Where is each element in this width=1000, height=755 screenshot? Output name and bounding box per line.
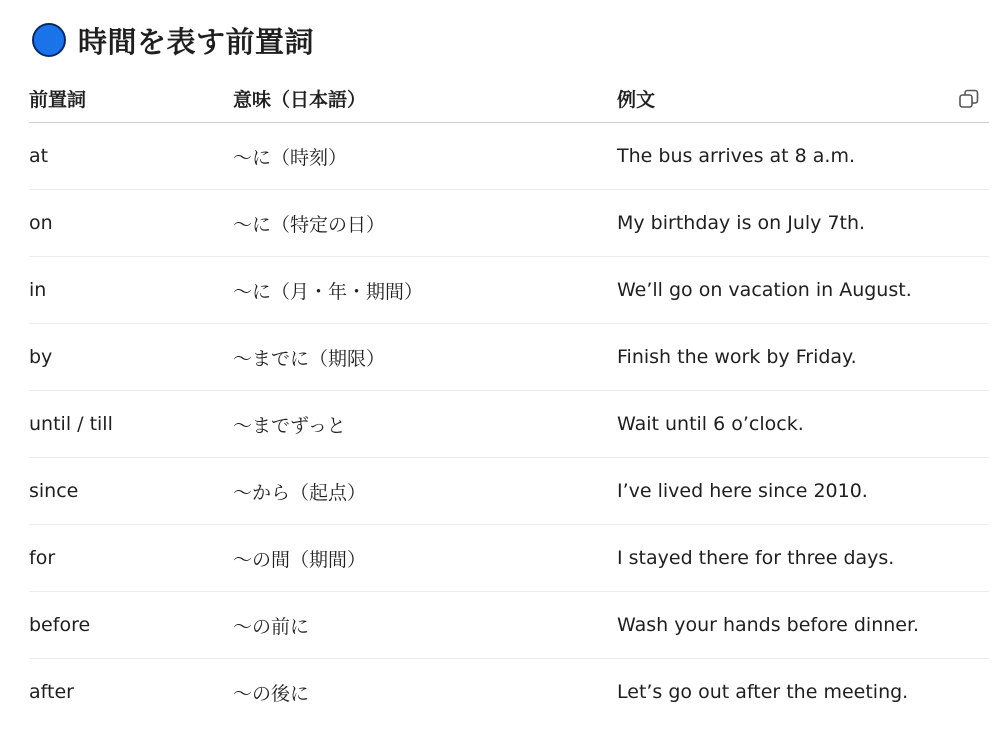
example-cell: Wait until 6 o’clock. — [617, 391, 989, 458]
preposition-cell: on — [29, 190, 233, 257]
meaning-cell: 〜の前に — [233, 592, 617, 659]
table-row — [29, 324, 989, 391]
preposition-cell: before — [29, 592, 233, 659]
example-cell: The bus arrives at 8 a.m. — [617, 123, 989, 190]
table-row — [29, 123, 989, 190]
meaning-cell: 〜までに（期限） — [233, 324, 617, 391]
table-row — [29, 458, 989, 525]
table-row — [29, 391, 989, 458]
meaning-cell: 〜の間（期間） — [233, 525, 617, 592]
table-row — [29, 257, 989, 324]
preposition-cell: at — [29, 123, 233, 190]
example-cell: Finish the work by Friday. — [617, 324, 989, 391]
table-row — [29, 659, 989, 726]
column-header-meaning: 意味（日本語） — [233, 75, 617, 123]
example-cell: We’ll go on vacation in August. — [617, 257, 989, 324]
example-cell: I’ve lived here since 2010. — [617, 458, 989, 525]
table-row — [29, 592, 989, 659]
table-row — [29, 190, 989, 257]
preposition-cell: in — [29, 257, 233, 324]
example-cell: I stayed there for three days. — [617, 525, 989, 592]
example-cell: My birthday is on July 7th. — [617, 190, 989, 257]
preposition-cell: for — [29, 525, 233, 592]
column-header-preposition: 前置詞 — [29, 75, 233, 123]
meaning-cell: 〜から（起点） — [233, 458, 617, 525]
preposition-cell: until / till — [29, 391, 233, 458]
section-heading — [32, 18, 314, 62]
meaning-cell: 〜に（時刻） — [233, 123, 617, 190]
blue-circle-icon — [32, 23, 66, 57]
preposition-cell: since — [29, 458, 233, 525]
example-cell: Wash your hands before dinner. — [617, 592, 989, 659]
table-header-row — [29, 75, 989, 123]
example-cell: Let’s go out after the meeting. — [617, 681, 909, 703]
meaning-cell: 〜に（月・年・期間） — [233, 257, 617, 324]
meaning-cell: 〜の後に — [233, 682, 310, 705]
preposition-cell: by — [29, 324, 233, 391]
meaning-cell: 〜までずっと — [233, 391, 617, 458]
prepositions-table — [29, 75, 989, 725]
heading-title: 時間を表す前置詞 — [78, 24, 315, 59]
table-row — [29, 525, 989, 592]
meaning-cell: 〜に（特定の日） — [233, 190, 617, 257]
preposition-cell: after — [29, 681, 74, 703]
column-header-example: 例文 — [617, 75, 989, 123]
